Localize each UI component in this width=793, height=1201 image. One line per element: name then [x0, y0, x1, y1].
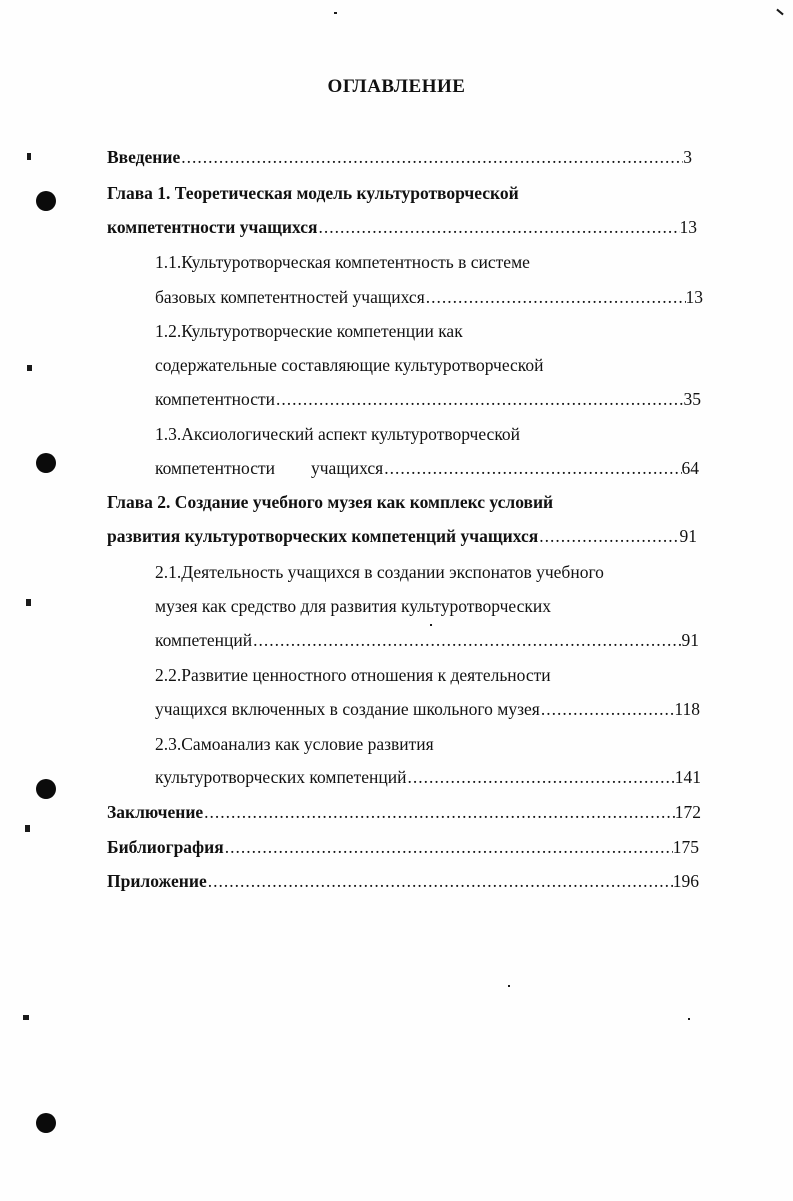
- toc-entry-section-1-2: [155, 388, 701, 410]
- toc-entry-chapter-2: [107, 525, 697, 547]
- toc-section-1-1-heading: 1.1.Культуротворческая компетентность в системе: [155, 252, 530, 272]
- toc-entry-bibliography: [107, 836, 699, 858]
- scan-speck: [430, 624, 432, 626]
- leader-dots: [203, 801, 675, 823]
- toc-section-1-2-heading-cont: содержательные составляющие культуротворческой: [155, 355, 544, 375]
- leader-dots: [180, 146, 683, 168]
- leader-dots: [275, 388, 684, 410]
- toc-entry-section-2-3: [155, 766, 701, 788]
- scan-speck: [27, 365, 32, 371]
- toc-entry-section-2-2: [155, 698, 700, 720]
- leader-dots: [406, 766, 674, 788]
- toc-page-number: 141: [674, 767, 701, 787]
- toc-page-number: 172: [674, 802, 701, 822]
- toc-entry-label: Введение: [107, 147, 181, 167]
- toc-entry-appendix: [107, 870, 699, 892]
- toc-page-number: 91: [679, 526, 697, 546]
- punch-hole-mark: [36, 779, 56, 799]
- scan-speck: [334, 12, 337, 14]
- scan-speck: [27, 153, 31, 160]
- toc-section-2-2-heading: 2.2.Развитие ценностного отношения к деятельности: [155, 665, 551, 685]
- toc-page-number: 13: [679, 217, 697, 237]
- toc-entry-label: компетенций: [155, 630, 253, 650]
- toc-chapter-2-heading: Глава 2. Создание учебного музея как комплекс условий: [107, 492, 554, 512]
- toc-entry-introduction: [107, 146, 692, 168]
- toc-entry-section-2-1: [155, 629, 699, 651]
- leader-dots: [224, 836, 673, 858]
- toc-section-1-3-heading: 1.3.Аксиологический аспект культуротворческой: [155, 424, 521, 444]
- toc-page-number: 196: [672, 871, 699, 891]
- punch-hole-mark: [36, 1113, 56, 1133]
- toc-entry-label: учащихся включенных в создание школьного музея: [155, 699, 540, 719]
- toc-entry-label: Библиография: [107, 837, 224, 857]
- toc-page-number: 13: [685, 287, 703, 307]
- toc-page-number: 175: [672, 837, 699, 857]
- toc-entry-label: развития культуротворческих компетенций учащихся: [107, 526, 539, 546]
- toc-section-1-2-heading: 1.2.Культуротворческие компетенции как: [155, 321, 463, 341]
- page-title: ОГЛАВЛЕНИЕ: [327, 76, 466, 97]
- toc-entry-label: базовых компетентностей учащихся: [155, 287, 425, 307]
- toc-entry-chapter-1: [107, 216, 697, 238]
- leader-dots: [383, 457, 681, 479]
- toc-entry-label: компетентности: [155, 389, 275, 409]
- toc-entry-label-part: учащихся: [311, 458, 384, 478]
- leader-dots: [317, 216, 679, 238]
- toc-entry-label: культуротворческих компетенций: [155, 767, 407, 787]
- toc-entry-label: Приложение: [107, 871, 207, 891]
- toc-entry-section-1-3: [155, 457, 699, 479]
- punch-hole-mark: [36, 191, 56, 211]
- scan-speck: [776, 9, 783, 16]
- toc-page-number: 3: [683, 147, 692, 167]
- scan-speck: [688, 1018, 690, 1020]
- punch-hole-mark: [36, 453, 56, 473]
- toc-page-number: 91: [681, 630, 699, 650]
- toc-section-2-3-heading: 2.3.Самоанализ как условие развития: [155, 734, 434, 754]
- toc-entry-label: компетентности учащихся: [107, 217, 318, 237]
- leader-dots: [538, 525, 679, 547]
- toc-entry-label: [155, 457, 383, 479]
- leader-dots: [425, 286, 686, 308]
- leader-dots: [252, 629, 681, 651]
- scan-speck: [508, 985, 510, 987]
- scan-speck: [26, 599, 31, 606]
- scan-speck: [25, 825, 30, 832]
- toc-entry-label-part: компетентности: [155, 458, 275, 478]
- toc-entry-label: Заключение: [107, 802, 204, 822]
- toc-chapter-1-heading: Глава 1. Теоретическая модель культуротворческой: [107, 183, 519, 203]
- toc-page-number: 64: [681, 458, 699, 478]
- toc-section-2-1-heading-cont: музея как средство для развития культуротворческих: [155, 596, 551, 616]
- scan-speck: [23, 1015, 29, 1020]
- toc-page-number: 118: [674, 699, 700, 719]
- toc-entry-conclusion: [107, 801, 701, 823]
- toc-entry-section-1-1: [155, 286, 703, 308]
- toc-page-number: 35: [683, 389, 701, 409]
- leader-dots: [540, 698, 675, 720]
- leader-dots: [207, 870, 673, 892]
- toc-section-2-1-heading: 2.1.Деятельность учащихся в создании экспонатов учебного: [155, 562, 604, 582]
